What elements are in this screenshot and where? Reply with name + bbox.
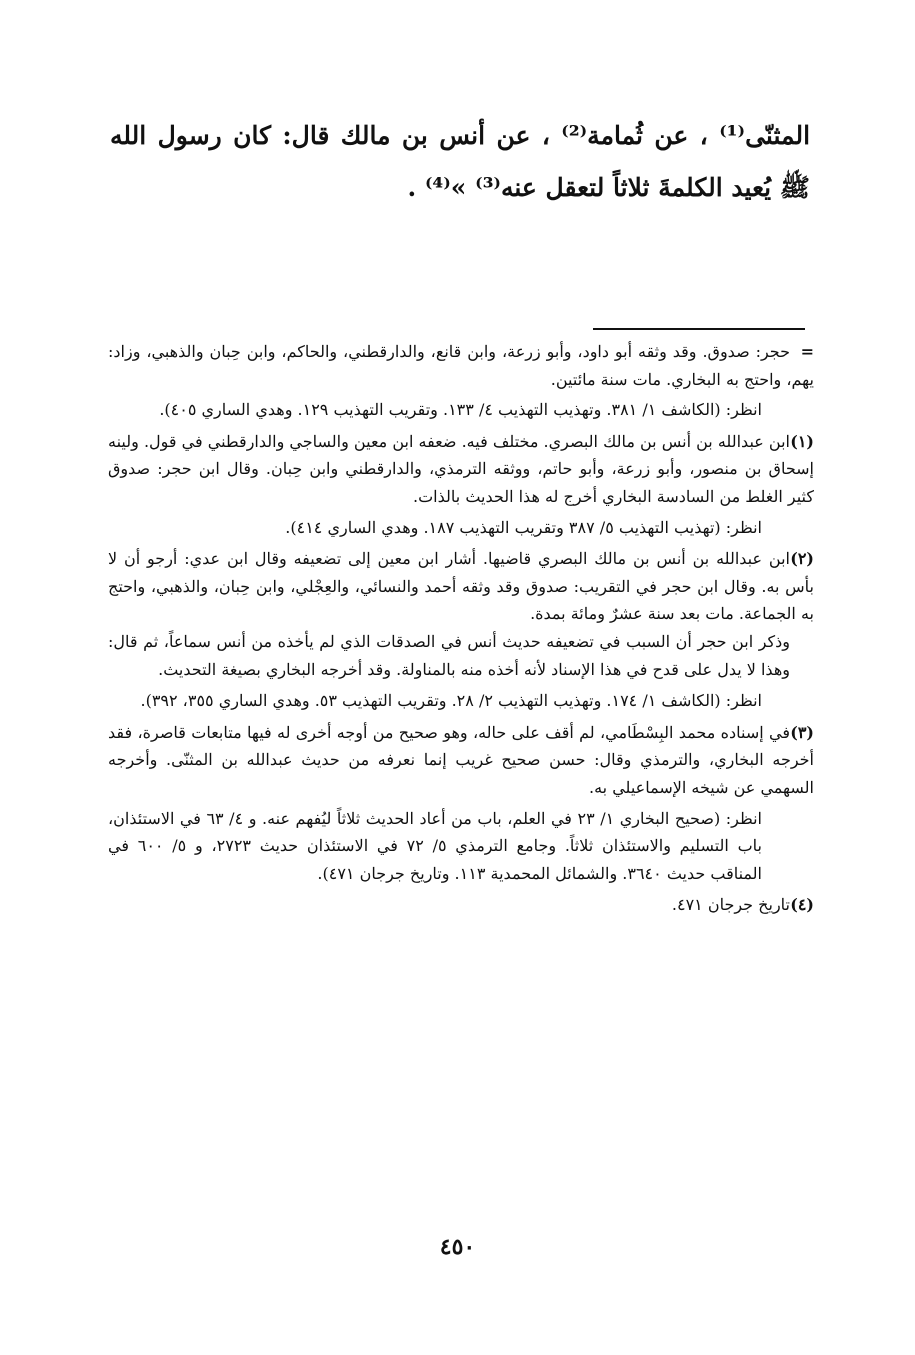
footnotes-section <box>108 338 814 919</box>
footnote-citation: انظر: (صحيح البخاري ١/ ٢٣ في العلم، باب من أعاد الحديث ثلاثاً ليُفهم عنه. و ٤/ ٦٣ في الاستئذان، باب التسليم والاستئذان ثلاثاً. وجامع الترمذي ٥/ ٧٢ في الاستئذان حديث ٢٧٢٣، و ٥/ ٦٠٠ في المناقب حديث ٣٦٤٠. والشمائل المحمدية ١١٣. وتاريخ جرجان ٤٧١). <box>108 808 763 883</box>
page-number: ٤٥٠ <box>439 1234 476 1260</box>
footnote-citation: انظر: (الكاشف ١/ ١٧٤. وتهذيب التهذيب ٢/ ٢٨. وتقريب التهذيب ٥٣. وهدي الساري ٣٥٥، ٣٩٢). <box>140 691 762 711</box>
footnote-text: تاريخ جرجان ٤٧١. <box>671 895 790 915</box>
footnote-3-text <box>108 719 814 802</box>
footnote-continued-text <box>108 338 814 393</box>
footnote-citation: انظر: (تهذيب التهذيب ٥/ ٣٨٧ وتقريب التهذيب ١٨٧. وهدي الساري ٤١٤). <box>285 517 762 537</box>
footnote-continued <box>108 338 814 424</box>
footnote-3 <box>108 719 814 888</box>
footnote-1 <box>108 428 814 541</box>
footnote-text: حجر: صدوق. وقد وثقه أبو داود، وأبو زرعة، وابن قانع، والدارقطني، والحاكم، وابن حِبان والذهبي، وزاد: يهم، واحتج به البخاري. مات سنة مائتين. <box>108 342 814 389</box>
footnote-4-text <box>108 891 814 919</box>
footnote-number: (٣) <box>790 722 814 742</box>
continuation-marker: = <box>800 342 814 361</box>
footnote-text: في إسناده محمد البِسْطَامي، لم أقف على حاله، وهو صحيح من أوجه أخرى له فيها متابعات قاصرة، فقد أخرجه البخاري، والترمذي وقال: حسن صحيح غريب إنما نعرفه من حديث عبدالله بن المثنّى. وأخرجه السهمي عن شيخه الإسماعيلي به. <box>108 722 814 797</box>
footnote-number: (١) <box>790 431 814 451</box>
footnote-4 <box>108 891 814 919</box>
footnote-text: ابن عبدالله بن أنس بن مالك البصري. مختلف فيه. ضعفه ابن معين والساجي والدارقطني في قول. ولينه إسحاق بن منصور، وأبو زرعة، وأبو حاتم، ووثقه الترمذي، والدارقطني وابن حِبان. وقال ابن حجر: صدوق كثير الغلط من السادسة البخاري أخرج له هذا الحديث بالذات. <box>108 431 814 506</box>
footnote-separator-line <box>593 328 805 330</box>
footnote-number: (٤) <box>790 895 814 915</box>
footnote-number: (٢) <box>790 549 814 569</box>
footnote-1-text <box>108 428 814 511</box>
footnote-extra-paragraph: وذكر ابن حجر أن السبب في تضعيفه حديث أنس في الصدقات الذي لم يأخذه من أنس سماعاً، ثم قال: وهذا لا يدل على قدح في هذا الإسناد لأنه أخذه منه بالمناولة. وقد أخرجه البخاري بصيغة التحديث. <box>108 631 791 679</box>
footnote-text: ابن عبدالله بن أنس بن مالك البصري قاضيها. أشار ابن معين إلى تضعيفه وقال ابن عدي: أرجو أن لا بأس به. وقال ابن حجر في التقريب: صدوق وقد وثقه أحمد والنسائي، والعِجْلي، وابن حِبان، والذهبي، واحتج به الجماعة. مات بعد سنة عشرٌ ومائة بمدة. <box>108 549 814 624</box>
main-hadith-text: المثنّى⁽¹⁾ ، عن ثُمامة⁽²⁾ ، عن أنس بن مالك قال: كان رسول الله ﷺ يُعيد الكلمةَ ثلاثاً لتعقل عنه⁽³⁾ »⁽⁴⁾ . <box>110 121 811 202</box>
footnote-2-text <box>108 545 814 628</box>
footnote-citation: انظر: (الكاشف ١/ ٣٨١. وتهذيب التهذيب ٤/ ١٣٣. وتقريب التهذيب ١٢٩. وهدي الساري ٤٠٥). <box>159 400 762 420</box>
footnote-2 <box>108 545 814 715</box>
